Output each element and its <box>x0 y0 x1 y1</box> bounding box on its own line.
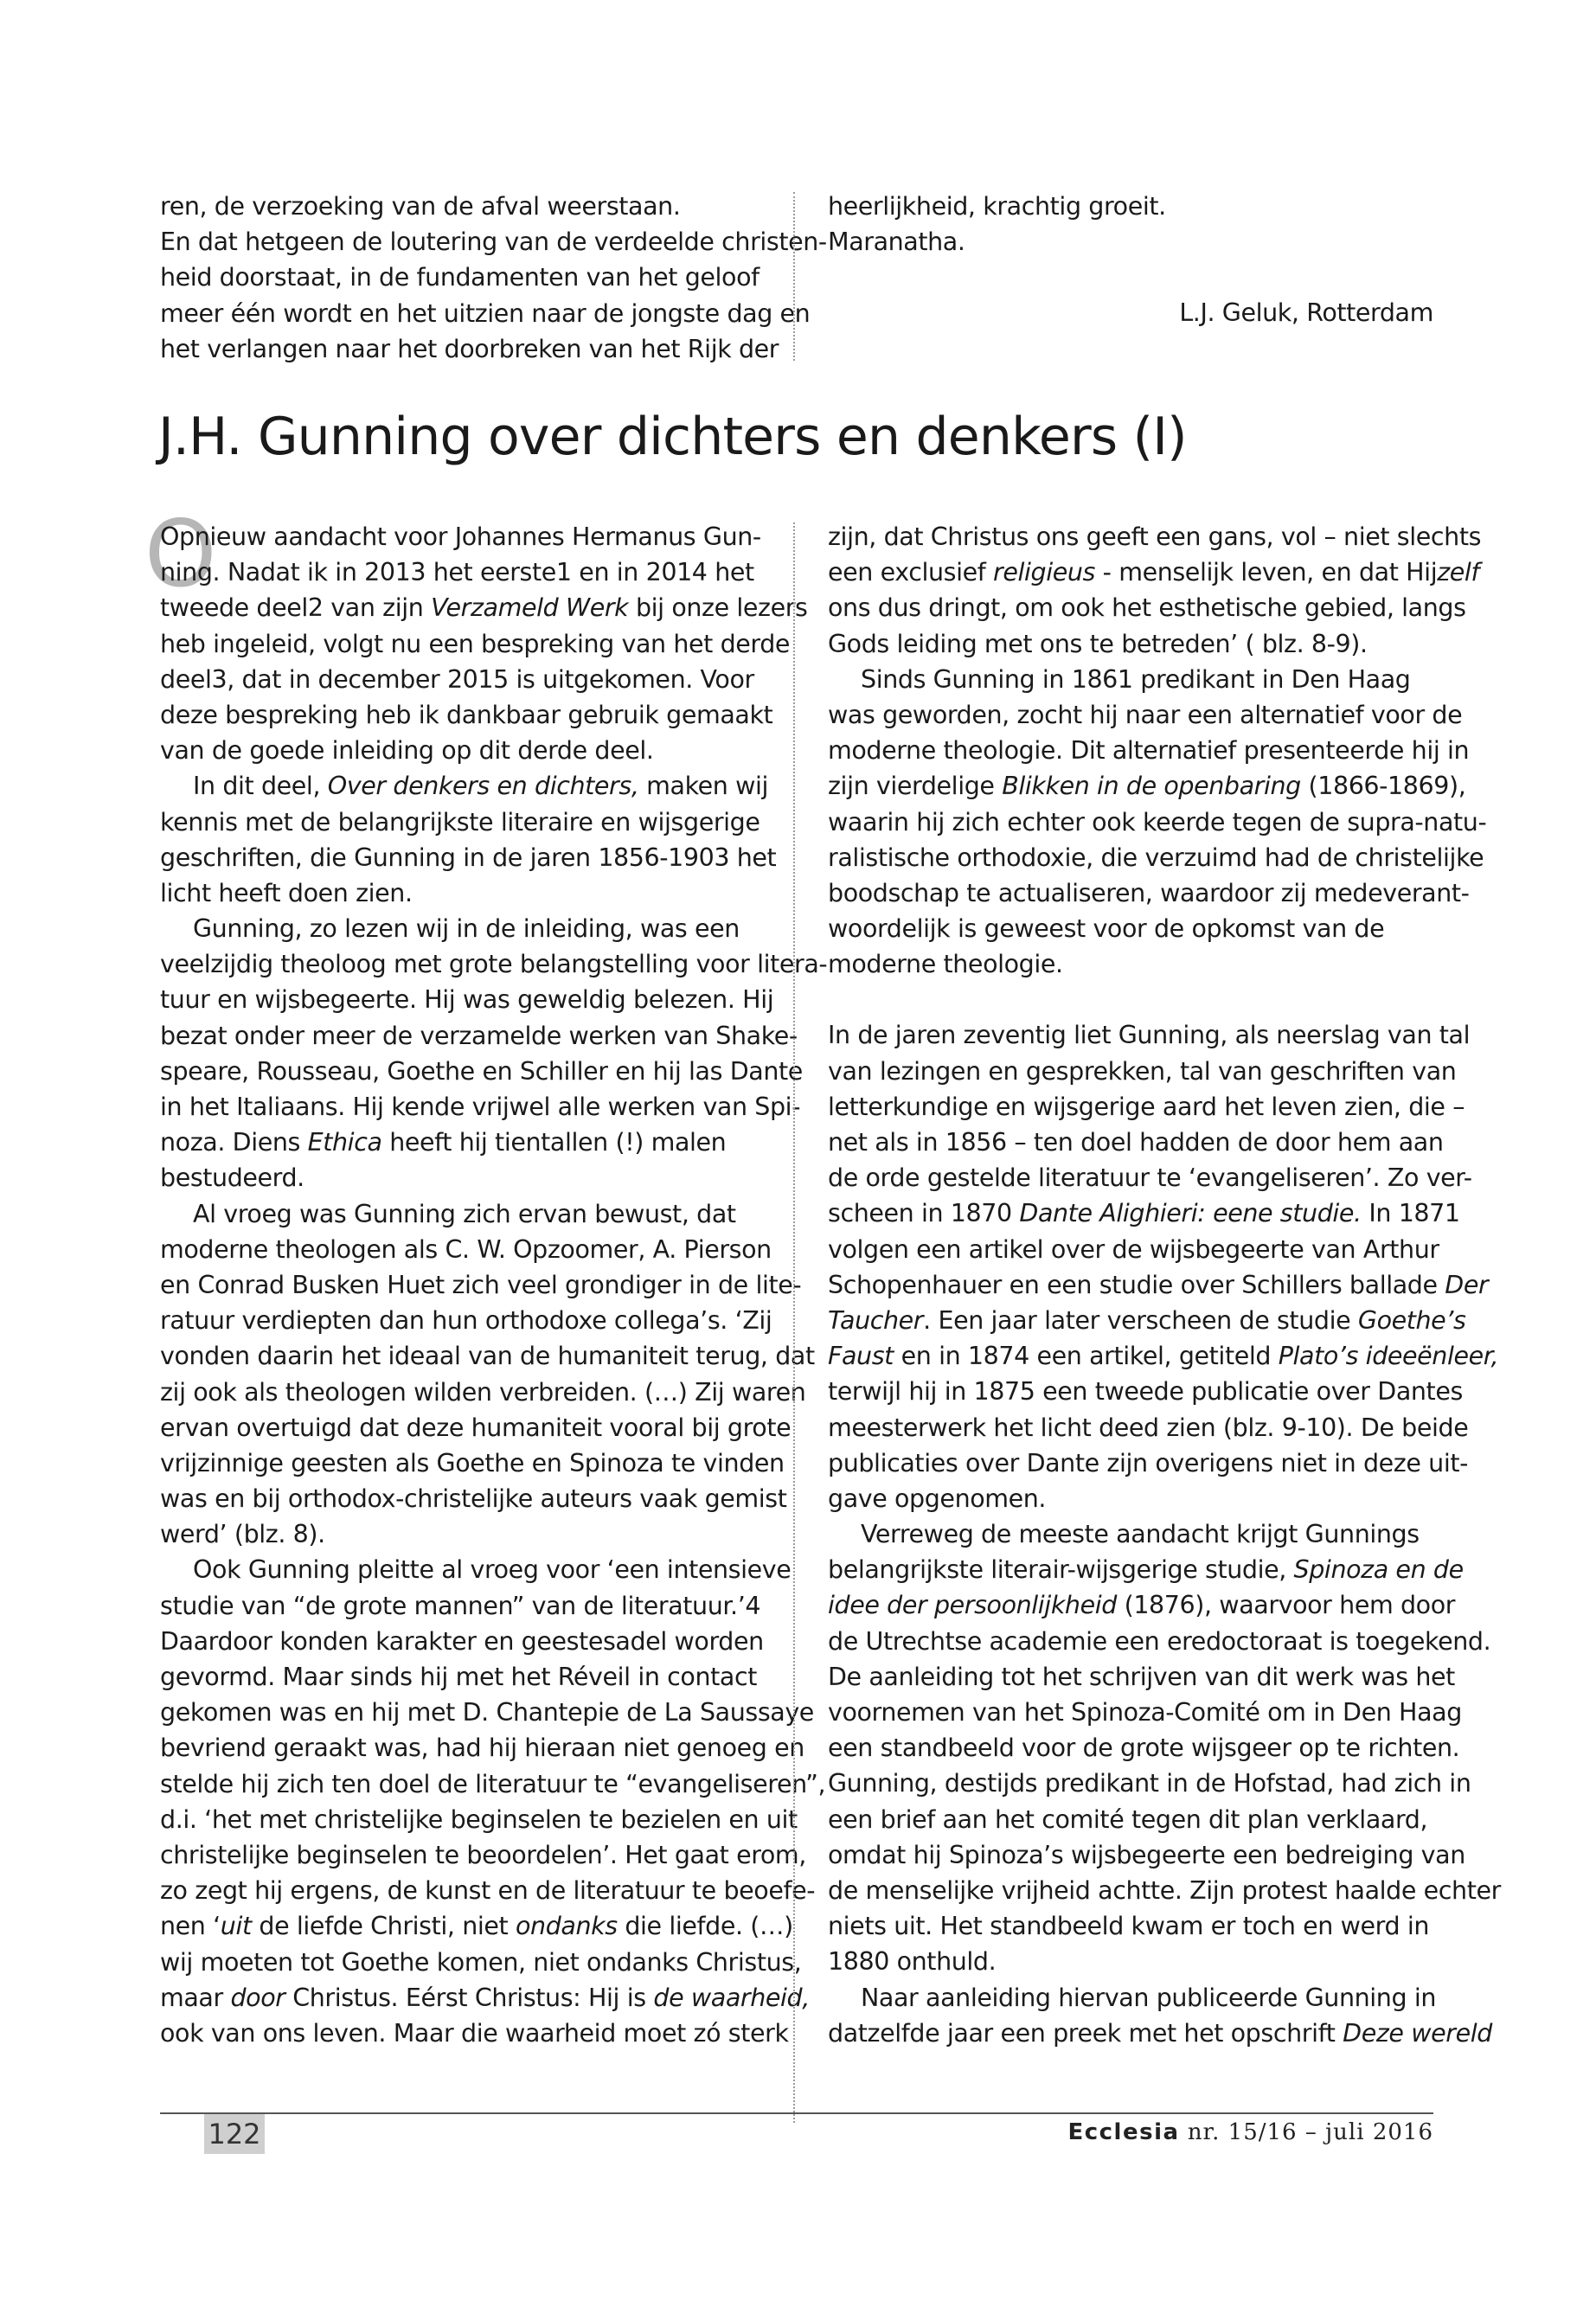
text-line: Ook Gunning pleitte al vroeg voor ‘een intensieve <box>193 1555 792 1585</box>
column-divider <box>793 522 795 2123</box>
text-line: geschriften, die Gunning in de jaren 1856-1903 het <box>160 843 777 872</box>
text-line: Faust en in 1874 een artikel, getiteld Plato’s ideeënleer, <box>828 1342 1499 1371</box>
text-line: Schopenhauer en een studie over Schillers ballade Der <box>828 1270 1489 1299</box>
text-line: woordelijk is geweest voor de opkomst van de <box>828 914 1385 944</box>
text-line: Verreweg de meeste aandacht krijgt Gunnings <box>861 1520 1420 1549</box>
text-line: Al vroeg was Gunning zich ervan bewust, dat <box>193 1199 736 1228</box>
text-line: De aanleiding tot het schrijven van dit werk was het <box>828 1662 1455 1691</box>
text-line: ons dus dringt, om ook het esthetische gebied, langs <box>828 593 1466 623</box>
text-line: zo zegt hij ergens, de kunst en de literatuur te beoefe- <box>160 1876 816 1906</box>
text-line: letterkundige en wijsgerige aard het leven zien, die – <box>828 1092 1465 1121</box>
text-line: gevormd. Maar sinds hij met het Réveil in contact <box>160 1663 758 1691</box>
text-line: ralistische orthodoxie, die verzuimd had de christelijke <box>828 843 1484 872</box>
text-line: was en bij orthodox-christelijke auteurs vaak gemist <box>160 1484 787 1514</box>
text-line: heid doorstaat, in de fundamenten van het geloof <box>160 263 760 292</box>
text-line: net als in 1856 – ten doel hadden de door hem aan <box>828 1128 1444 1157</box>
text-line: moderne theologie. <box>828 950 1063 979</box>
text-line: een standbeeld voor de grote wijsgeer op te richten. <box>828 1734 1460 1763</box>
text-line: nen ‘uit de liefde Christi, niet ondanks die liefde. (…) <box>160 1912 793 1941</box>
text-line: van lezingen en gesprekken, tal van geschriften van <box>828 1056 1457 1086</box>
text-line: datzelfde jaar een preek met het opschrift Deze wereld <box>828 2018 1492 2048</box>
text-line: meer één wordt en het uitzien naar de jongste dag en <box>160 298 811 328</box>
page-number: 122 <box>204 2114 265 2154</box>
text-line: meesterwerk het licht deed zien (blz. 9-10). De beide <box>828 1413 1469 1442</box>
article-right-column <box>828 519 1501 2051</box>
article-title: J.H. Gunning over dichters en denkers (I) <box>158 407 1187 467</box>
text-line: boodschap te actualiseren, waardoor zij medeverant- <box>828 878 1470 907</box>
article-left-column <box>160 519 828 2051</box>
magazine-name: Ecclesia <box>1067 2119 1180 2145</box>
text-line: omdat hij Spinoza’s wijsbegeerte een bedreiging van <box>828 1840 1465 1869</box>
text-line: was geworden, zocht hij naar een alternatief voor de <box>828 700 1463 729</box>
text-line: heerlijkheid, krachtig groeit. <box>828 192 1166 221</box>
text-line: deze bespreking heb ik dankbaar gebruik gemaakt <box>160 700 773 729</box>
text-line: tweede deel2 van zijn Verzameld Werk bij onze lezers <box>160 593 808 623</box>
text-line: Taucher. Een jaar later verscheen de studie Goethe’s <box>828 1305 1466 1335</box>
previous-article-right-column <box>828 189 1433 331</box>
text-line: vonden daarin het ideaal van de humaniteit terug, dat <box>160 1342 815 1371</box>
text-line: ratuur verdiepten dan hun orthodoxe collega’s. ‘Zij <box>160 1306 772 1336</box>
text-line: bevriend geraakt was, had hij hieraan niet genoeg en <box>160 1734 804 1763</box>
text-line: bestudeerd. <box>160 1163 304 1193</box>
footer-rule <box>160 2112 1433 2114</box>
issue-info: nr. 15/16 – juli 2016 <box>1187 2119 1433 2145</box>
text-line: d.i. ‘het met christelijke beginselen te bezielen en uit <box>160 1804 798 1834</box>
text-line: studie van “de grote mannen” van de literatuur.’4 <box>160 1591 761 1620</box>
text-line: een exclusief religieus - menselijk leven, en dat Hijzelf <box>828 558 1480 587</box>
text-line: Gods leiding met ons te betreden’ ( blz. 8-9). <box>828 629 1368 658</box>
text-line: ren, de verzoeking van de afval weerstaan. <box>160 192 681 221</box>
text-line: noza. Diens Ethica heeft hij tientallen (!) malen <box>160 1128 727 1157</box>
text-line: zij ook als theologen wilden verbreiden. (…) Zij waren <box>160 1377 806 1407</box>
column-divider <box>793 192 795 361</box>
text-line: 1880 onthuld. <box>828 1947 997 1977</box>
text-line: heb ingeleid, volgt nu een bespreking van het derde <box>160 629 791 658</box>
text-line: Naar aanleiding hiervan publiceerde Gunning in <box>861 1983 1437 2012</box>
text-line: stelde hij zich ten doel de literatuur te “evangeliseren”, <box>160 1769 826 1798</box>
text-line: niets uit. Het standbeeld kwam er toch en werd in <box>828 1912 1430 1941</box>
text-line: gekomen was en hij met D. Chantepie de La Saussaye <box>160 1698 814 1727</box>
text-line: volgen een artikel over de wijsbegeerte van Arthur <box>828 1234 1439 1264</box>
text-line: licht heeft doen zien. <box>160 878 413 907</box>
text-line: ook van ons leven. Maar die waarheid moet zó sterk <box>160 2018 789 2048</box>
text-line: Gunning, zo lezen wij in de inleiding, was een <box>193 914 740 944</box>
text-line: speare, Rousseau, Goethe en Schiller en hij las Dante <box>160 1056 803 1086</box>
text-line: Daardoor konden karakter en geestesadel worden <box>160 1626 764 1656</box>
text-line: ning. Nadat ik in 2013 het eerste1 en in 2014 het <box>160 558 754 587</box>
text-line: Opnieuw aandacht voor Johannes Hermanus Gun- <box>160 522 761 551</box>
text-line: in het Italiaans. Hij kende vrijwel alle werken van Spi- <box>160 1093 801 1121</box>
text-line: waarin hij zich echter ook keerde tegen de supra-natu- <box>828 807 1487 836</box>
text-line: belangrijkste literair-wijsgerige studie, Spinoza en de <box>828 1555 1464 1585</box>
text-line: kennis met de belangrijkste literaire en wijsgerige <box>160 807 760 836</box>
text-line: In de jaren zeventig liet Gunning, als neerslag van tal <box>828 1021 1471 1050</box>
text-line: vrijzinnige geesten als Goethe en Spinoza te vinden <box>160 1448 785 1477</box>
text-line: zijn, dat Christus ons geeft een gans, vol – niet slechts <box>828 522 1482 551</box>
text-line: voornemen van het Spinoza-Comité om in Den Haag <box>828 1698 1462 1727</box>
text-line: wij moeten tot Goethe komen, niet ondanks Christus, <box>160 1947 802 1977</box>
previous-article-left-column <box>160 189 827 367</box>
text-line: In dit deel, Over denkers en dichters, maken wij <box>193 772 769 801</box>
text-line: en Conrad Busken Huet zich veel grondiger in de lite- <box>160 1270 802 1299</box>
text-line: veelzijdig theoloog met grote belangstelling voor litera- <box>160 950 828 979</box>
text-line: van de goede inleiding op dit derde deel. <box>160 736 654 766</box>
text-line: een brief aan het comité tegen dit plan verklaard, <box>828 1804 1428 1834</box>
text-line: publicaties over Dante zijn overigens niet in deze uit- <box>828 1448 1468 1477</box>
text-line: de orde gestelde literatuur te ‘evangeliseren’. Zo ver- <box>828 1163 1472 1193</box>
text-line: Maranatha. <box>828 228 965 257</box>
text-line: werd’ (blz. 8). <box>160 1520 325 1549</box>
text-line: tuur en wijsbegeerte. Hij was geweldig belezen. Hij <box>160 985 774 1015</box>
text-line: bezat onder meer de verzamelde werken van Shake- <box>160 1021 798 1050</box>
text-line: En dat hetgeen de loutering van de verdeelde christen- <box>160 228 827 257</box>
text-line: moderne theologie. Dit alternatief presenteerde hij in <box>828 736 1470 766</box>
text-line: gave opgenomen. <box>828 1484 1047 1513</box>
text-line: moderne theologen als C. W. Opzoomer, A. Pierson <box>160 1234 772 1264</box>
author-signature: L.J. Geluk, Rotterdam <box>1179 298 1433 328</box>
drop-cap: O <box>144 501 217 607</box>
text-line: maar door Christus. Eérst Christus: Hij is de waarheid, <box>160 1983 810 2012</box>
text-line: deel3, dat in december 2015 is uitgekomen. Voor <box>160 664 754 694</box>
text-line: ervan overtuigd dat deze humaniteit vooral bij grote <box>160 1413 792 1442</box>
text-line: terwijl hij in 1875 een tweede publicatie over Dantes <box>828 1377 1463 1407</box>
running-footer <box>1067 2119 1433 2145</box>
text-line: de menselijke vrijheid achtte. Zijn protest haalde echter <box>828 1875 1501 1905</box>
text-line: idee der persoonlijkheid (1876), waarvoor hem door <box>828 1591 1456 1620</box>
text-line: zijn vierdelige Blikken in de openbaring (1866-1869), <box>828 772 1466 801</box>
text-line: de Utrechtse academie een eredoctoraat is toegekend. <box>828 1626 1491 1656</box>
text-line: het verlangen naar het doorbreken van het Rijk der <box>160 334 779 363</box>
text-line: christelijke beginselen te beoordelen’. Het gaat erom, <box>160 1840 806 1869</box>
text-line: Sinds Gunning in 1861 predikant in Den Haag <box>861 664 1411 694</box>
text-line: scheen in 1870 Dante Alighieri: eene studie. In 1871 <box>828 1199 1460 1228</box>
text-line: Gunning, destijds predikant in de Hofstad, had zich in <box>828 1769 1471 1798</box>
